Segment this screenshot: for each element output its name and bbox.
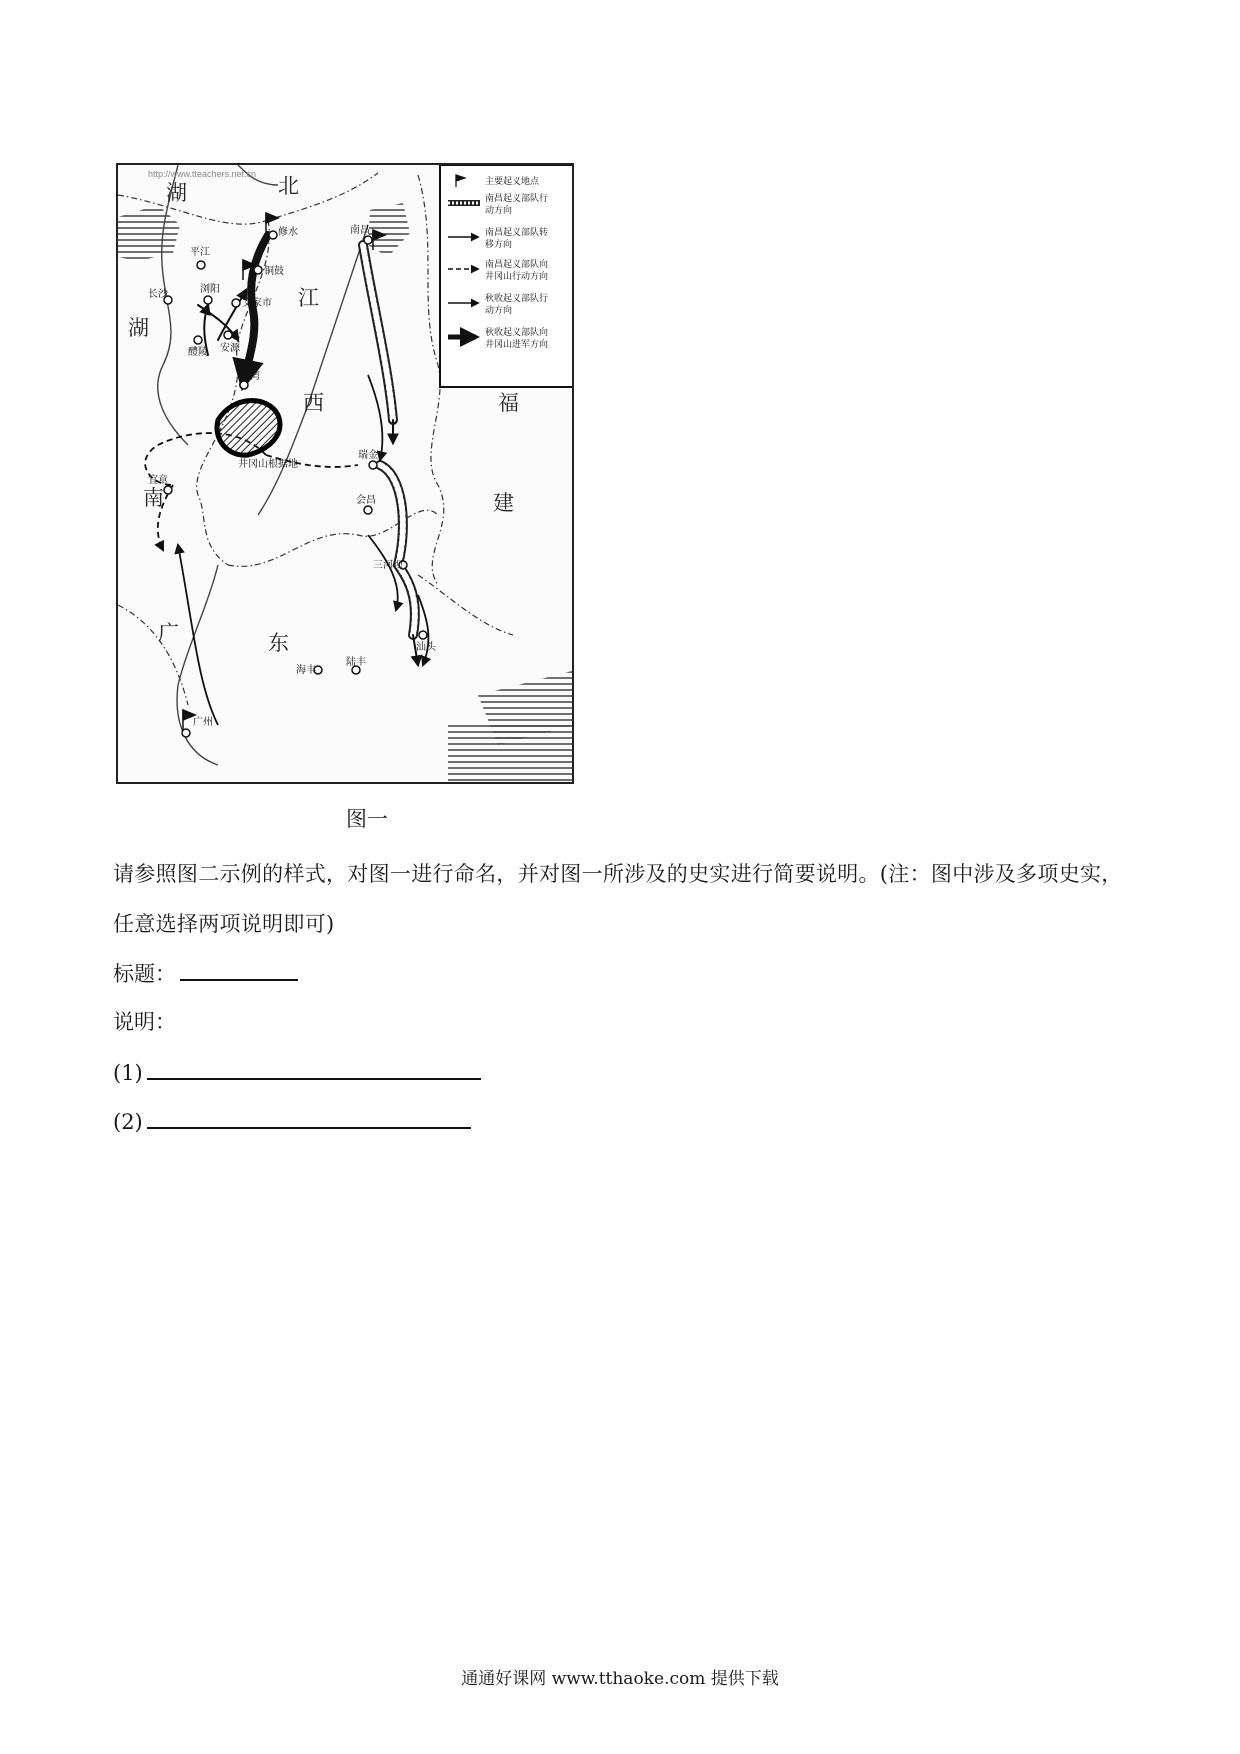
city-label: 长沙 bbox=[148, 289, 168, 300]
city-label: 井冈山根据地 bbox=[238, 459, 298, 470]
city-label: 平江 bbox=[190, 247, 210, 258]
province-label: 西 bbox=[303, 391, 324, 415]
legend-item: 移方向 bbox=[485, 239, 513, 249]
city-dot bbox=[240, 381, 248, 389]
city-dot bbox=[182, 729, 190, 737]
province-label: 南 bbox=[143, 486, 164, 510]
question-line-1: 请参照图二示例的样式，对图一进行命名，并对图一所涉及的史实进行简要说明。(注：图中涉及多项史实， bbox=[113, 862, 1123, 886]
boundary-fujian-guangdong bbox=[418, 575, 513, 635]
legend-item: 秋收起义部队向 bbox=[485, 327, 549, 337]
province-label: 东 bbox=[268, 631, 289, 655]
page-footer: 通通好课网 www.tthaoke.com 提供下载 bbox=[461, 1669, 779, 1689]
flag-icon bbox=[266, 213, 278, 233]
city-label: 宜章 bbox=[148, 475, 168, 486]
city-label: 会昌 bbox=[356, 495, 376, 506]
city-dot bbox=[197, 261, 205, 269]
city-dot bbox=[224, 331, 232, 339]
legend-item: 南昌起义部队向 bbox=[485, 259, 549, 269]
province-label: 湖 bbox=[166, 181, 187, 205]
answer-row-2 bbox=[113, 1105, 471, 1134]
city-dot bbox=[232, 299, 240, 307]
map-drawing bbox=[118, 165, 574, 784]
legend-item: 井冈山进军方向 bbox=[485, 339, 549, 349]
province-label: 湖 bbox=[128, 316, 149, 340]
jinggangshan-base bbox=[217, 401, 280, 456]
province-label: 建 bbox=[493, 491, 514, 515]
title-label: 标题： bbox=[113, 962, 176, 986]
city-label: 三湾 bbox=[240, 371, 260, 382]
city-label: 三河坝 bbox=[373, 560, 403, 571]
city-label: 瑞金 bbox=[358, 450, 378, 461]
city-label: 铜鼓 bbox=[264, 266, 284, 277]
province-label: 北 bbox=[278, 174, 299, 198]
river-xiang bbox=[158, 165, 188, 445]
city-dot bbox=[369, 461, 377, 469]
answer-row-1 bbox=[113, 1056, 481, 1085]
city-dot bbox=[254, 266, 262, 274]
legend-item: 主要起义地点 bbox=[485, 176, 540, 186]
transfer-arrow bbox=[368, 535, 398, 610]
transfer-arrow bbox=[368, 375, 382, 460]
province-label: 广 bbox=[158, 621, 179, 645]
city-label: 海丰 bbox=[296, 665, 316, 676]
legend-item: 动方向 bbox=[485, 205, 513, 215]
city-label: 安源 bbox=[220, 343, 240, 354]
city-label: 汕头 bbox=[416, 642, 436, 653]
city-label: 广州 bbox=[193, 717, 213, 728]
legend-item: 南昌起义部队行 bbox=[485, 193, 549, 203]
title-answer-blank[interactable] bbox=[180, 957, 298, 981]
city-label: 陆丰 bbox=[346, 657, 366, 668]
transfer-arrow bbox=[178, 545, 218, 725]
map-watermark: http://www.tteachers.net.cn bbox=[148, 169, 257, 179]
city-dot bbox=[364, 236, 372, 244]
figure-caption: 图一 bbox=[346, 807, 388, 831]
city-dot bbox=[269, 231, 277, 239]
answer-1-blank[interactable] bbox=[147, 1056, 481, 1080]
city-dot bbox=[204, 296, 212, 304]
city-label: 文家市 bbox=[242, 298, 272, 309]
legend-item: 秋收起义部队行 bbox=[485, 293, 549, 303]
explain-label: 说明： bbox=[113, 1010, 176, 1034]
city-dot bbox=[194, 336, 202, 344]
legend-item: 井冈山行动方向 bbox=[485, 271, 549, 281]
city-dot bbox=[164, 486, 172, 494]
map-legend bbox=[440, 165, 574, 387]
item-2-label: (2) bbox=[113, 1110, 143, 1134]
question-line-2: 任意选择两项说明即可) bbox=[113, 912, 335, 936]
lake-dongting bbox=[118, 205, 180, 261]
title-row bbox=[113, 957, 298, 988]
province-label: 福 bbox=[498, 391, 519, 415]
answer-2-blank[interactable] bbox=[147, 1105, 471, 1129]
autumn-route bbox=[243, 235, 268, 385]
legend-item: 动方向 bbox=[485, 305, 513, 315]
city-dot bbox=[364, 506, 372, 514]
transfer-arrow bbox=[418, 595, 428, 665]
historical-map bbox=[116, 163, 574, 784]
legend-item: 南昌起义部队转 bbox=[485, 227, 549, 237]
city-label: 修水 bbox=[278, 227, 298, 238]
city-label: 南昌 bbox=[350, 225, 370, 236]
city-dot bbox=[419, 631, 427, 639]
item-1-label: (1) bbox=[113, 1061, 143, 1085]
city-label: 浏阳 bbox=[200, 284, 220, 295]
province-label: 江 bbox=[298, 286, 319, 310]
city-label: 醴陵 bbox=[188, 347, 208, 358]
